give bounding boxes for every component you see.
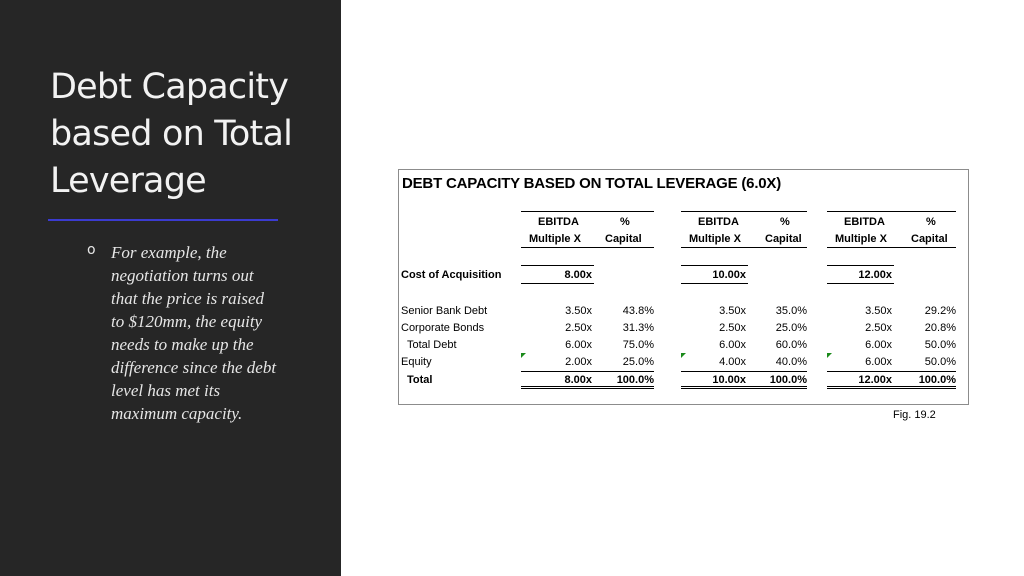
- total-bottom-rule: [521, 386, 654, 387]
- row-label-corporate: Corporate Bonds: [401, 322, 485, 334]
- total-double-rule: [521, 388, 654, 389]
- green-triangle-icon: [827, 353, 832, 358]
- total-double-rule: [827, 388, 956, 389]
- total-top-rule: [827, 371, 956, 372]
- cell-multiple: 8.00x: [564, 374, 592, 386]
- figure-title: DEBT CAPACITY BASED ON TOTAL LEVERAGE (6.0X): [402, 175, 782, 192]
- cell-multiple: 3.50x: [865, 305, 892, 317]
- cell-multiple: 10.00x: [712, 374, 746, 386]
- cell-multiple: 12.00x: [858, 374, 892, 386]
- title-line: Leverage: [50, 161, 206, 201]
- title-line: Debt Capacity: [50, 67, 289, 107]
- cost-bottom-rule: [681, 283, 748, 284]
- header-ebitda: EBITDA: [538, 216, 579, 228]
- cell-percent: 35.0%: [775, 305, 807, 317]
- row-label-total: Total: [407, 374, 433, 386]
- bullet-line: For example, the: [111, 243, 227, 262]
- bullet-line: difference since the debt: [111, 358, 277, 377]
- title-underline: [48, 219, 278, 221]
- figure-caption: Fig. 19.2: [893, 409, 936, 421]
- header-capital: Capital: [911, 233, 948, 245]
- bullet-circle-icon: o: [87, 242, 96, 258]
- cell-percent: 100.0%: [769, 374, 807, 386]
- cost-top-rule: [521, 265, 594, 266]
- cell-percent: 100.0%: [616, 374, 654, 386]
- header-multiple: Multiple X: [835, 233, 887, 245]
- title-line: based on Total: [50, 114, 293, 154]
- header-percent: %: [620, 216, 630, 228]
- cell-percent: 20.8%: [924, 322, 956, 334]
- cell-percent: 50.0%: [924, 356, 956, 368]
- green-triangle-icon: [681, 353, 686, 358]
- row-label-total-debt: Total Debt: [407, 339, 457, 351]
- row-label-equity: Equity: [401, 356, 432, 368]
- cell-percent: 25.0%: [775, 322, 807, 334]
- cost-value: 8.00x: [564, 269, 592, 281]
- cell-multiple: 6.00x: [565, 339, 592, 351]
- left-panel: [0, 0, 341, 576]
- cell-percent: 75.0%: [622, 339, 654, 351]
- total-bottom-rule: [827, 386, 956, 387]
- cell-multiple: 2.50x: [865, 322, 892, 334]
- cell-percent: 100.0%: [918, 374, 956, 386]
- header-bottom-rule: [827, 247, 956, 248]
- header-ebitda: EBITDA: [698, 216, 739, 228]
- cost-top-rule: [681, 265, 748, 266]
- header-ebitda: EBITDA: [844, 216, 885, 228]
- total-top-rule: [681, 371, 807, 372]
- total-bottom-rule: [681, 386, 807, 387]
- cell-multiple: 4.00x: [719, 356, 746, 368]
- cell-multiple: 6.00x: [865, 339, 892, 351]
- cost-bottom-rule: [521, 283, 594, 284]
- cell-percent: 60.0%: [775, 339, 807, 351]
- cell-percent: 25.0%: [622, 356, 654, 368]
- bullet-line: negotiation turns out: [111, 266, 254, 285]
- header-bottom-rule: [521, 247, 654, 248]
- cost-bottom-rule: [827, 283, 894, 284]
- row-label-cost: Cost of Acquisition: [401, 269, 502, 281]
- debt-capacity-figure: [398, 169, 969, 405]
- total-top-rule: [521, 371, 654, 372]
- bullet-line: maximum capacity.: [111, 404, 243, 423]
- bullet-line: level has met its: [111, 381, 221, 400]
- total-double-rule: [681, 388, 807, 389]
- header-top-rule: [681, 211, 807, 212]
- header-multiple: Multiple X: [529, 233, 581, 245]
- cell-multiple: 3.50x: [719, 305, 746, 317]
- cell-multiple: 6.00x: [719, 339, 746, 351]
- cell-percent: 40.0%: [775, 356, 807, 368]
- header-percent: %: [780, 216, 790, 228]
- cell-multiple: 2.50x: [565, 322, 592, 334]
- cost-top-rule: [827, 265, 894, 266]
- slide-title: [50, 64, 330, 205]
- header-capital: Capital: [605, 233, 642, 245]
- bullet-text: [111, 241, 311, 425]
- header-bottom-rule: [681, 247, 807, 248]
- cell-multiple: 3.50x: [565, 305, 592, 317]
- header-capital: Capital: [765, 233, 802, 245]
- cell-percent: 50.0%: [924, 339, 956, 351]
- header-top-rule: [827, 211, 956, 212]
- row-label-senior: Senior Bank Debt: [401, 305, 488, 317]
- header-multiple: Multiple X: [689, 233, 741, 245]
- cell-percent: 29.2%: [924, 305, 956, 317]
- cell-multiple: 2.50x: [719, 322, 746, 334]
- cell-multiple: 6.00x: [865, 356, 892, 368]
- bullet-line: needs to make up the: [111, 335, 254, 354]
- cost-value: 12.00x: [858, 269, 892, 281]
- bullet-line: to $120mm, the equity: [111, 312, 263, 331]
- cell-multiple: 2.00x: [565, 356, 592, 368]
- green-triangle-icon: [521, 353, 526, 358]
- header-top-rule: [521, 211, 654, 212]
- cell-percent: 43.8%: [622, 305, 654, 317]
- header-percent: %: [926, 216, 936, 228]
- cost-value: 10.00x: [712, 269, 746, 281]
- cell-percent: 31.3%: [622, 322, 654, 334]
- bullet-line: that the price is raised: [111, 289, 264, 308]
